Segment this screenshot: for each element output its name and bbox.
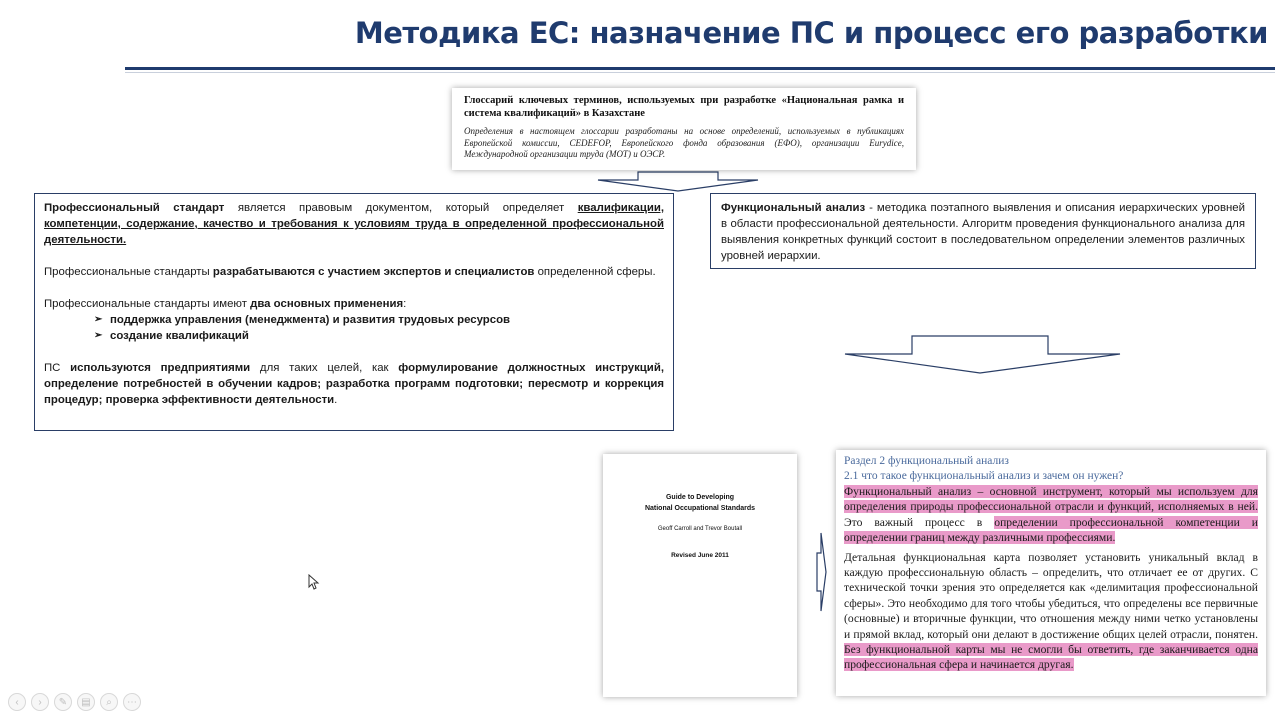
excerpt-text: Детальная функциональная карта позволяет установить уникальный вклад в каждую профессиональную область – определить, что отличает ее от других. С технической точки зрения это определяется как «делимитация профессиональной сферы». Это необходимо для того чтобы убедиться, что определены все первичные (основные) и вторичные функции, что отношения между ними четко установлены и прямой вклад, который они делают в достижение общих целей отрасли, понятен. — [844, 550, 1258, 641]
list-item-text: поддержка управления (менеджмента) и развития трудовых ресурсов — [110, 314, 511, 326]
ps-dev-c: определенной сферы. — [534, 266, 656, 278]
presentation-toolbar — [8, 693, 141, 711]
glossary-excerpt — [452, 88, 916, 170]
highlight: определении профессиональной компетенции и определении границ между различными профессиями. — [844, 515, 1258, 545]
list-item — [94, 312, 664, 328]
ps-development — [44, 264, 664, 280]
guide-title — [603, 492, 797, 514]
ps-app-c: : — [403, 298, 407, 310]
ps-usage — [44, 360, 664, 408]
more-icon[interactable]: ⋯ — [123, 693, 141, 711]
ps-term: Профессиональный стандарт — [44, 202, 225, 214]
fa-text: - методика поэтапного выявления и описания иерархических уровней в области профессиональной деятельности. Алгоритм проведения функционального анализа для выявления конкретных функций состоит в последовательном определении элементов различных уровней иерархии. — [721, 202, 1245, 262]
slides-icon[interactable]: ▤ — [77, 693, 95, 711]
ps-dev-b: разрабатываются с участием экспертов и специалистов — [212, 266, 535, 278]
right-arrow — [817, 533, 826, 611]
excerpt-paragraph-2 — [844, 550, 1258, 673]
professional-standard-box — [34, 193, 674, 431]
ps-applications-list — [44, 312, 664, 344]
pen-icon[interactable]: ✎ — [54, 693, 72, 711]
ps-use-c: для таких целей, как — [250, 362, 399, 374]
excerpt-subsection: 2.1 что такое функциональный анализ и зачем он нужен? — [844, 470, 1124, 482]
arrow-bullet-icon: ➢ — [94, 330, 103, 341]
ps-app-a: Профессиональные стандарты имеют — [44, 298, 251, 310]
ps-use-e: . — [334, 394, 338, 406]
guide-authors: Geoff Carroll and Trevor Boutall — [657, 526, 743, 532]
ps-def-tail: квалификации, компетенции, содержание, качество и требования к условиям труда в определенной профессиональной деятельности. — [44, 202, 665, 246]
ps-dev-a: Профессиональные стандарты — [44, 266, 213, 278]
fa-term: Функциональный анализ — [721, 202, 866, 214]
guide-revision: Revised June 2011 — [671, 552, 729, 559]
ps-use-b: используются предприятиями — [70, 362, 251, 374]
list-item-text: создание квалификаций — [110, 330, 249, 342]
list-item — [94, 328, 664, 344]
prev-icon[interactable]: ‹ — [8, 693, 26, 711]
guide-excerpt — [836, 450, 1266, 696]
glossary-text: Определения в настоящем глоссарии разработаны на основе определений, используемых в публикациях Европейской комиссии, CEDEFOP, Европейского фонда образования (ЕФО), организации Eurydice, Международной организации труда (МОТ) и ОЭСР. — [464, 126, 904, 159]
arrow-bullet-icon: ➢ — [94, 314, 103, 325]
excerpt-paragraph-1 — [844, 484, 1258, 546]
mouse-cursor-icon — [308, 574, 320, 590]
slide-title: Методика ЕС: назначение ПС и процесс его разработки — [354, 16, 1268, 50]
ps-use-d: формулирование должностных инструкций, определение потребностей в обучении кадров; разработка программ подготовки; пересмотр и коррекция процедур; проверка эффективности деятельности — [44, 362, 664, 406]
ps-use-a: ПС — [44, 362, 71, 374]
ps-def-mid: является правовым документом, который определяет — [224, 202, 578, 214]
highlight: Функциональный анализ – основной инструмент, который мы используем для определения природы профессиональной отрасли и функций, исполняемых в ней. — [844, 485, 1258, 514]
excerpt-section: Раздел 2 функциональный анализ — [844, 455, 1009, 467]
next-icon[interactable]: › — [31, 693, 49, 711]
excerpt-text: Это важный процесс в — [844, 515, 995, 529]
ps-app-b: два основных применения — [250, 298, 404, 310]
glossary-title: Глоссарий ключевых терминов, используемых при разработке «Национальная рамка и система квалификаций» в Казахстане — [464, 95, 904, 119]
highlight: Без функциональной карты мы не смогли бы ответить, где заканчивается одна профессиональная сфера и начинается другая. — [844, 643, 1258, 672]
guide-cover-image — [603, 454, 797, 697]
zoom-icon[interactable]: ⌕ — [100, 693, 118, 711]
guide-title-line2: National Occupational Standards — [644, 505, 756, 512]
ps-applications — [44, 296, 664, 312]
functional-analysis-box — [710, 193, 1256, 269]
down-arrow-large — [845, 336, 1120, 373]
down-arrow-small — [598, 172, 758, 191]
ps-definition — [44, 200, 664, 248]
guide-title-line1: Guide to Developing — [665, 494, 735, 501]
